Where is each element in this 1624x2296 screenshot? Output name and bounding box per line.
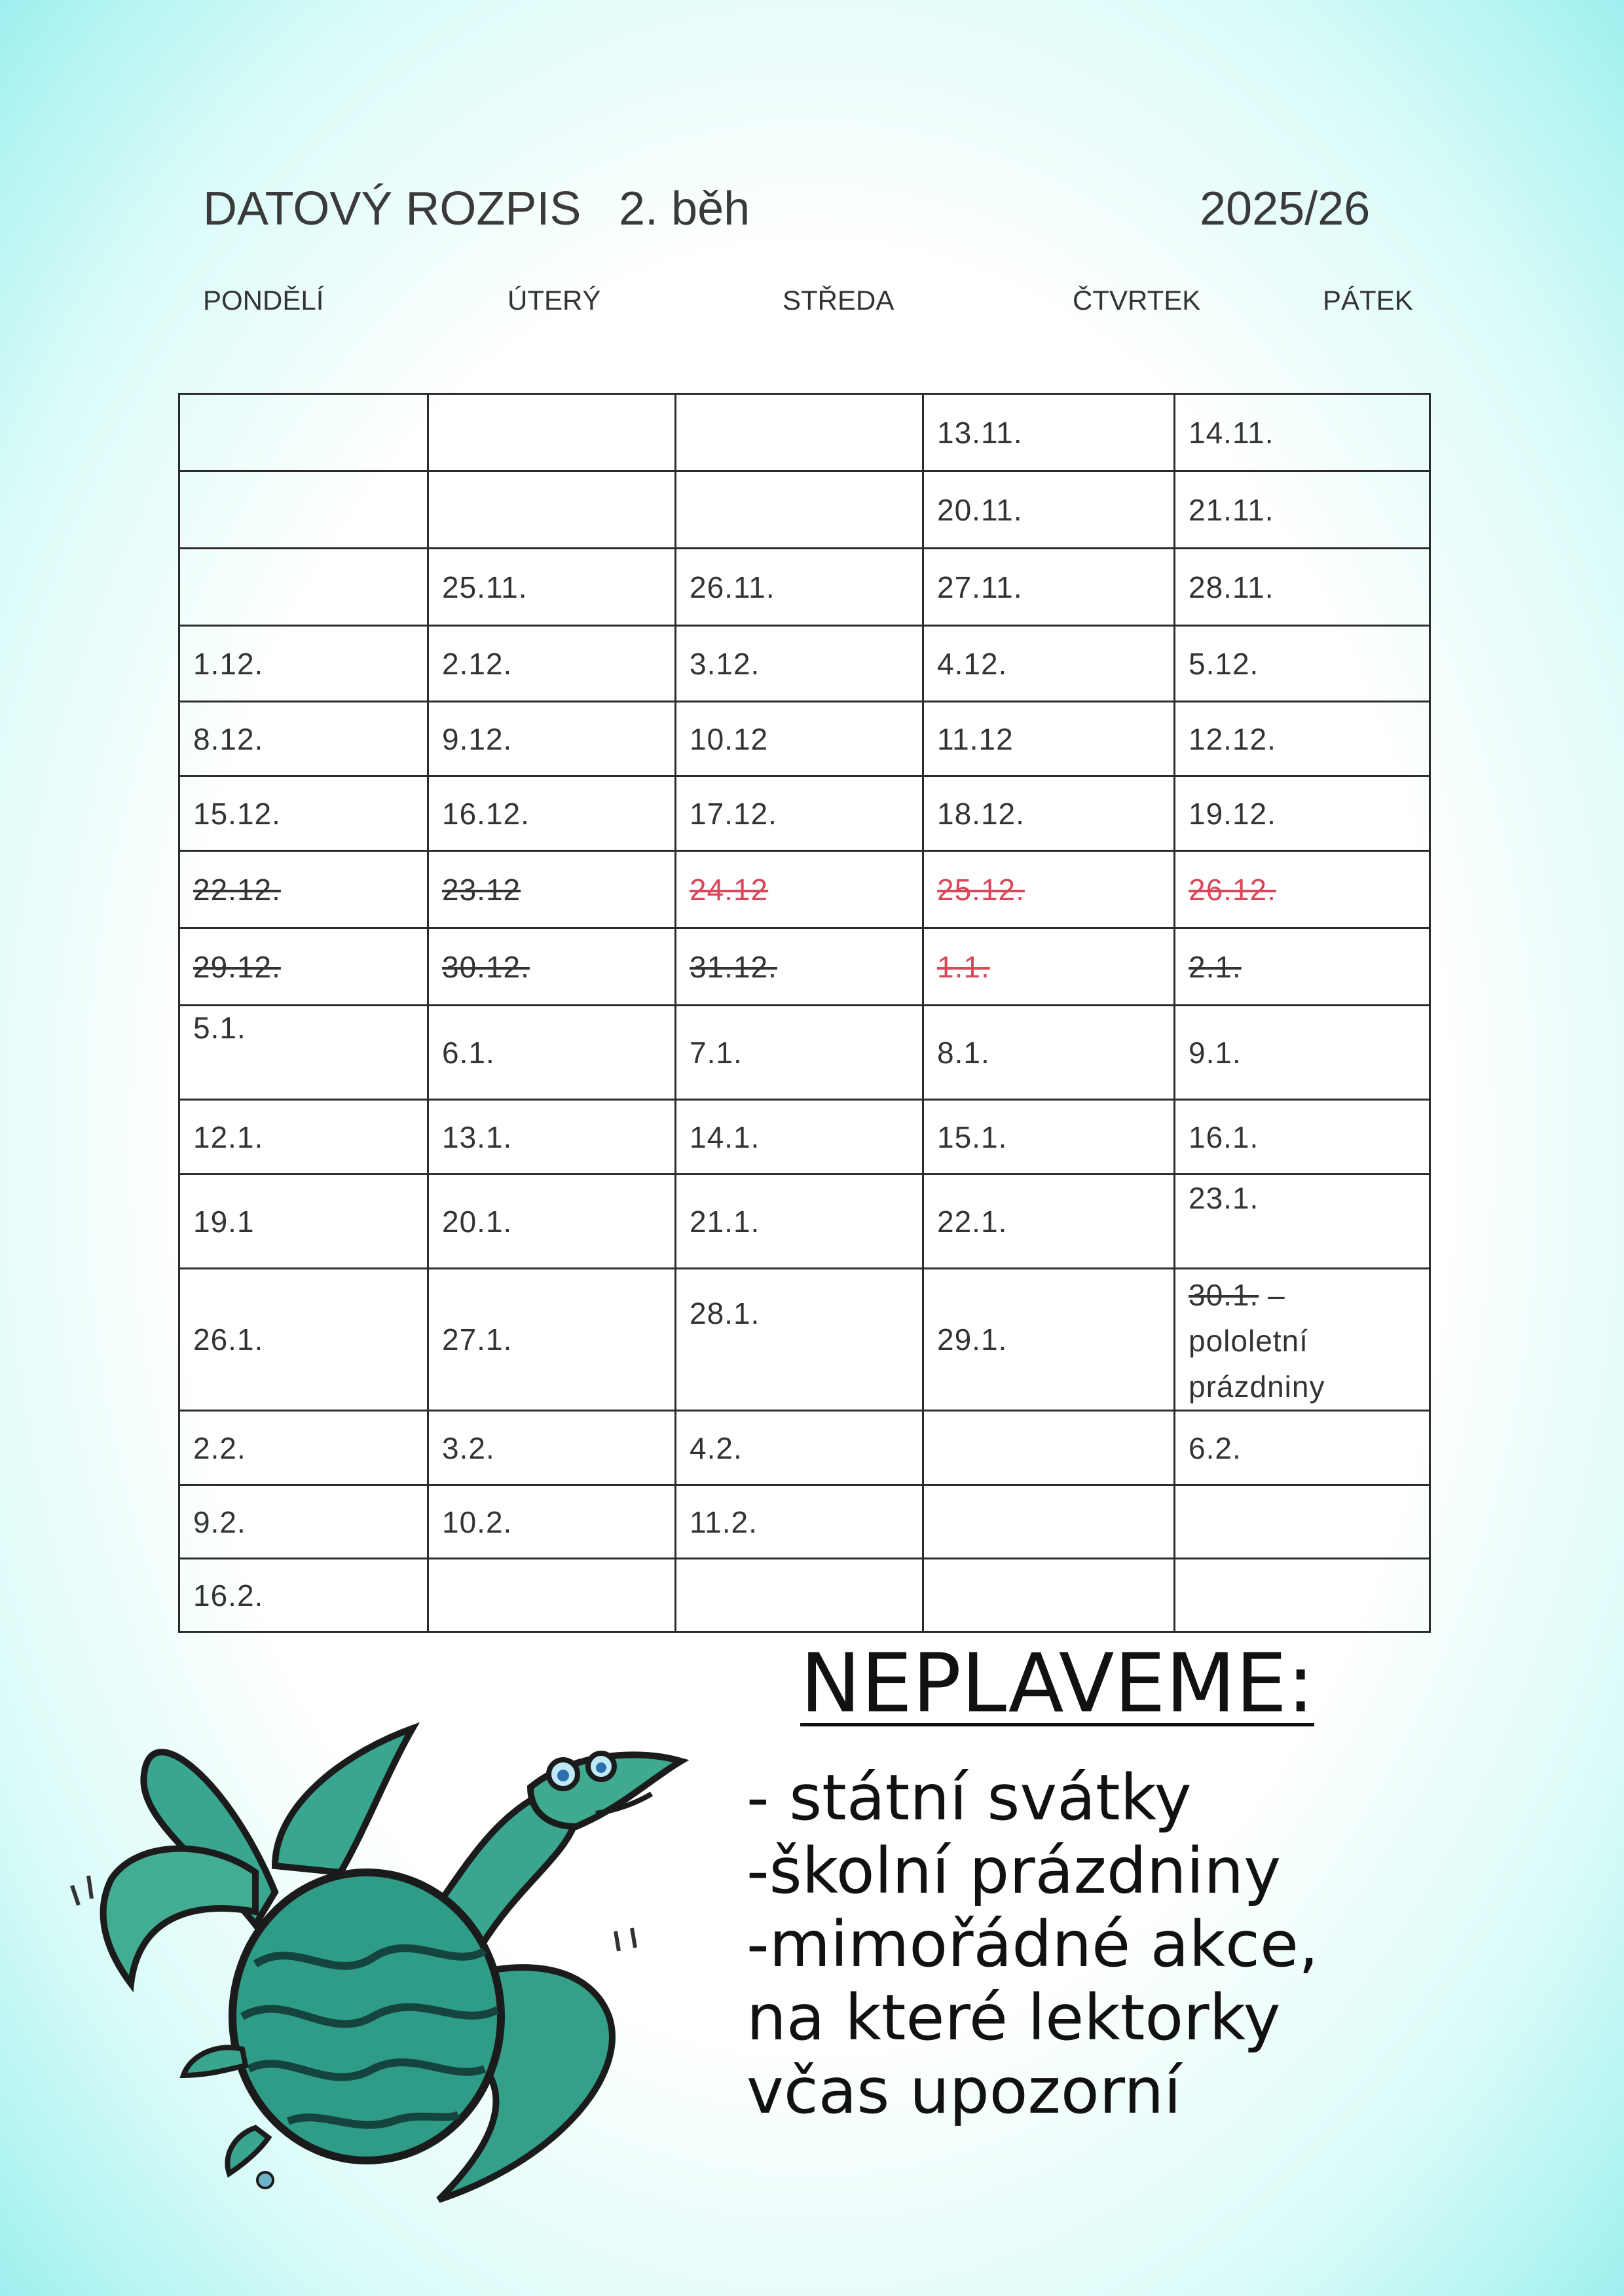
- notice-item: - státní svátky: [747, 1761, 1192, 1834]
- day-header-wednesday: STŘEDA: [783, 285, 895, 316]
- table-row: [179, 1175, 1430, 1269]
- day-header-monday: PONDĚLÍ: [203, 285, 324, 316]
- date-cell: 10.2.: [428, 1485, 676, 1559]
- date-cell: 7.1.: [676, 1006, 923, 1100]
- date-cell: [1175, 1485, 1430, 1559]
- date-cell: 26.11.: [676, 549, 923, 626]
- table-row: [179, 702, 1430, 776]
- date-cell: 9.2.: [179, 1485, 428, 1559]
- date-cell: [179, 394, 428, 471]
- date-cell: 6.1.: [428, 1006, 676, 1100]
- cancelled-holiday-date: 26.12.: [1189, 872, 1276, 907]
- date-cell: [428, 471, 676, 549]
- date-cell: 19.12.: [1175, 776, 1430, 851]
- schedule-table: [178, 393, 1431, 1633]
- date-cell: 9.1.: [1175, 1006, 1430, 1100]
- date-cell: [428, 1559, 676, 1632]
- date-cell: 16.1.: [1175, 1100, 1430, 1175]
- date-cell-cancelled: [676, 851, 923, 928]
- table-row: [179, 549, 1430, 626]
- date-cell: 28.11.: [1175, 549, 1430, 626]
- notice-item: -mimořádné akce,: [747, 1908, 1319, 1981]
- date-cell-cancelled: [428, 928, 676, 1006]
- date-cell: 1.12.: [179, 626, 428, 702]
- table-row: [179, 471, 1430, 549]
- date-cell-cancelled: [923, 851, 1175, 928]
- date-cell: 18.12.: [923, 776, 1175, 851]
- notice-list: [747, 1761, 1319, 2128]
- table-row-holiday: [179, 851, 1430, 928]
- table-row: [179, 1006, 1430, 1100]
- cancelled-holiday-date: 25.12.: [937, 872, 1025, 907]
- table-row: [179, 1269, 1430, 1411]
- date-cell: 16.2.: [179, 1559, 428, 1632]
- date-cell: 12.1.: [179, 1100, 428, 1175]
- table-row: [179, 394, 1430, 471]
- holiday-note: [1189, 1272, 1416, 1410]
- notice-item: -školní prázdniny: [747, 1834, 1281, 1908]
- date-cell: 27.1.: [428, 1269, 676, 1411]
- date-cell: 27.11.: [923, 549, 1175, 626]
- date-cell: 13.1.: [428, 1100, 676, 1175]
- date-cell: 15.12.: [179, 776, 428, 851]
- school-year: 2025/26: [1200, 183, 1371, 235]
- run-label: 2. běh: [619, 183, 750, 235]
- date-cell: 14.1.: [676, 1100, 923, 1175]
- date-cell: [923, 1411, 1175, 1485]
- cancelled-date: 31.12.: [690, 949, 777, 984]
- holiday-note-cell: [1175, 1269, 1430, 1411]
- date-cell: [676, 394, 923, 471]
- date-cell: 14.11.: [1175, 394, 1430, 471]
- date-cell: 8.12.: [179, 702, 428, 776]
- date-cell: 12.12.: [1175, 702, 1430, 776]
- notice-item: včas upozorní: [747, 2054, 1181, 2128]
- date-cell: [923, 1559, 1175, 1632]
- date-cell: [923, 1485, 1175, 1559]
- date-cell: 2.2.: [179, 1411, 428, 1485]
- date-cell: 9.12.: [428, 702, 676, 776]
- date-cell: 23.1.: [1175, 1175, 1430, 1269]
- holiday-note-line: prázdniny: [1189, 1370, 1325, 1404]
- cancelled-date: 30.1.: [1189, 1278, 1259, 1312]
- date-cell: 16.12.: [428, 776, 676, 851]
- holiday-dash: –: [1259, 1278, 1285, 1312]
- date-cell: 5.1.: [179, 1006, 428, 1100]
- table-row: [179, 776, 1430, 851]
- date-cell: [676, 1559, 923, 1632]
- date-cell-cancelled: [923, 928, 1175, 1006]
- table-row-holiday: [179, 928, 1430, 1006]
- date-cell: 20.11.: [923, 471, 1175, 549]
- date-cell-cancelled: [179, 851, 428, 928]
- date-cell: 21.1.: [676, 1175, 923, 1269]
- cancelled-date: 30.12.: [442, 949, 530, 984]
- date-cell: 28.1.: [676, 1269, 923, 1411]
- date-cell: 26.1.: [179, 1269, 428, 1411]
- date-cell: 21.11.: [1175, 471, 1430, 549]
- date-cell-cancelled: [179, 928, 428, 1006]
- date-cell: 25.11.: [428, 549, 676, 626]
- date-cell: 2.12.: [428, 626, 676, 702]
- date-cell: 4.12.: [923, 626, 1175, 702]
- date-cell: 17.12.: [676, 776, 923, 851]
- date-cell-cancelled: [676, 928, 923, 1006]
- notice-item: na které lektorky: [747, 1981, 1281, 2054]
- table-row: [179, 1100, 1430, 1175]
- day-header-friday: PÁTEK: [1323, 285, 1413, 316]
- day-header-thursday: ČTVRTEK: [1073, 285, 1201, 316]
- date-cell: 15.1.: [923, 1100, 1175, 1175]
- date-cell: 20.1.: [428, 1175, 676, 1269]
- document-title: DATOVÝ ROZPIS: [203, 183, 581, 235]
- date-cell: 19.1: [179, 1175, 428, 1269]
- cancelled-holiday-date: 24.12: [690, 872, 769, 907]
- date-cell: 3.2.: [428, 1411, 676, 1485]
- table-row: [179, 1411, 1430, 1485]
- cancelled-holiday-date: 1.1.: [937, 949, 990, 984]
- date-cell: [1175, 1559, 1430, 1632]
- date-cell: 10.12: [676, 702, 923, 776]
- date-cell: 8.1.: [923, 1006, 1175, 1100]
- date-cell: 13.11.: [923, 394, 1175, 471]
- holiday-note-line: pololetní: [1189, 1324, 1308, 1358]
- cancelled-date: 23.12: [442, 872, 521, 907]
- date-cell: [179, 471, 428, 549]
- cancelled-date: 29.12.: [193, 949, 281, 984]
- date-cell-cancelled: [1175, 928, 1430, 1006]
- turtle-illustration-icon: [59, 1676, 701, 2219]
- date-cell: [676, 471, 923, 549]
- date-cell: 22.1.: [923, 1175, 1175, 1269]
- table-row: [179, 1485, 1430, 1559]
- notice-heading: NEPLAVEME:: [800, 1637, 1314, 1731]
- date-cell: 4.2.: [676, 1411, 923, 1485]
- date-cell: 6.2.: [1175, 1411, 1430, 1485]
- table-row: [179, 1559, 1430, 1632]
- cancelled-date: 2.1.: [1189, 949, 1242, 984]
- date-cell-cancelled: [428, 851, 676, 928]
- date-cell: 11.2.: [676, 1485, 923, 1559]
- cancelled-date: 22.12.: [193, 872, 281, 907]
- date-cell: [428, 394, 676, 471]
- date-cell-cancelled: [1175, 851, 1430, 928]
- date-cell: 29.1.: [923, 1269, 1175, 1411]
- date-cell: 5.12.: [1175, 626, 1430, 702]
- date-cell: 11.12: [923, 702, 1175, 776]
- date-cell: 3.12.: [676, 626, 923, 702]
- date-cell: [179, 549, 428, 626]
- day-header-tuesday: ÚTERÝ: [507, 285, 601, 316]
- table-row: [179, 626, 1430, 702]
